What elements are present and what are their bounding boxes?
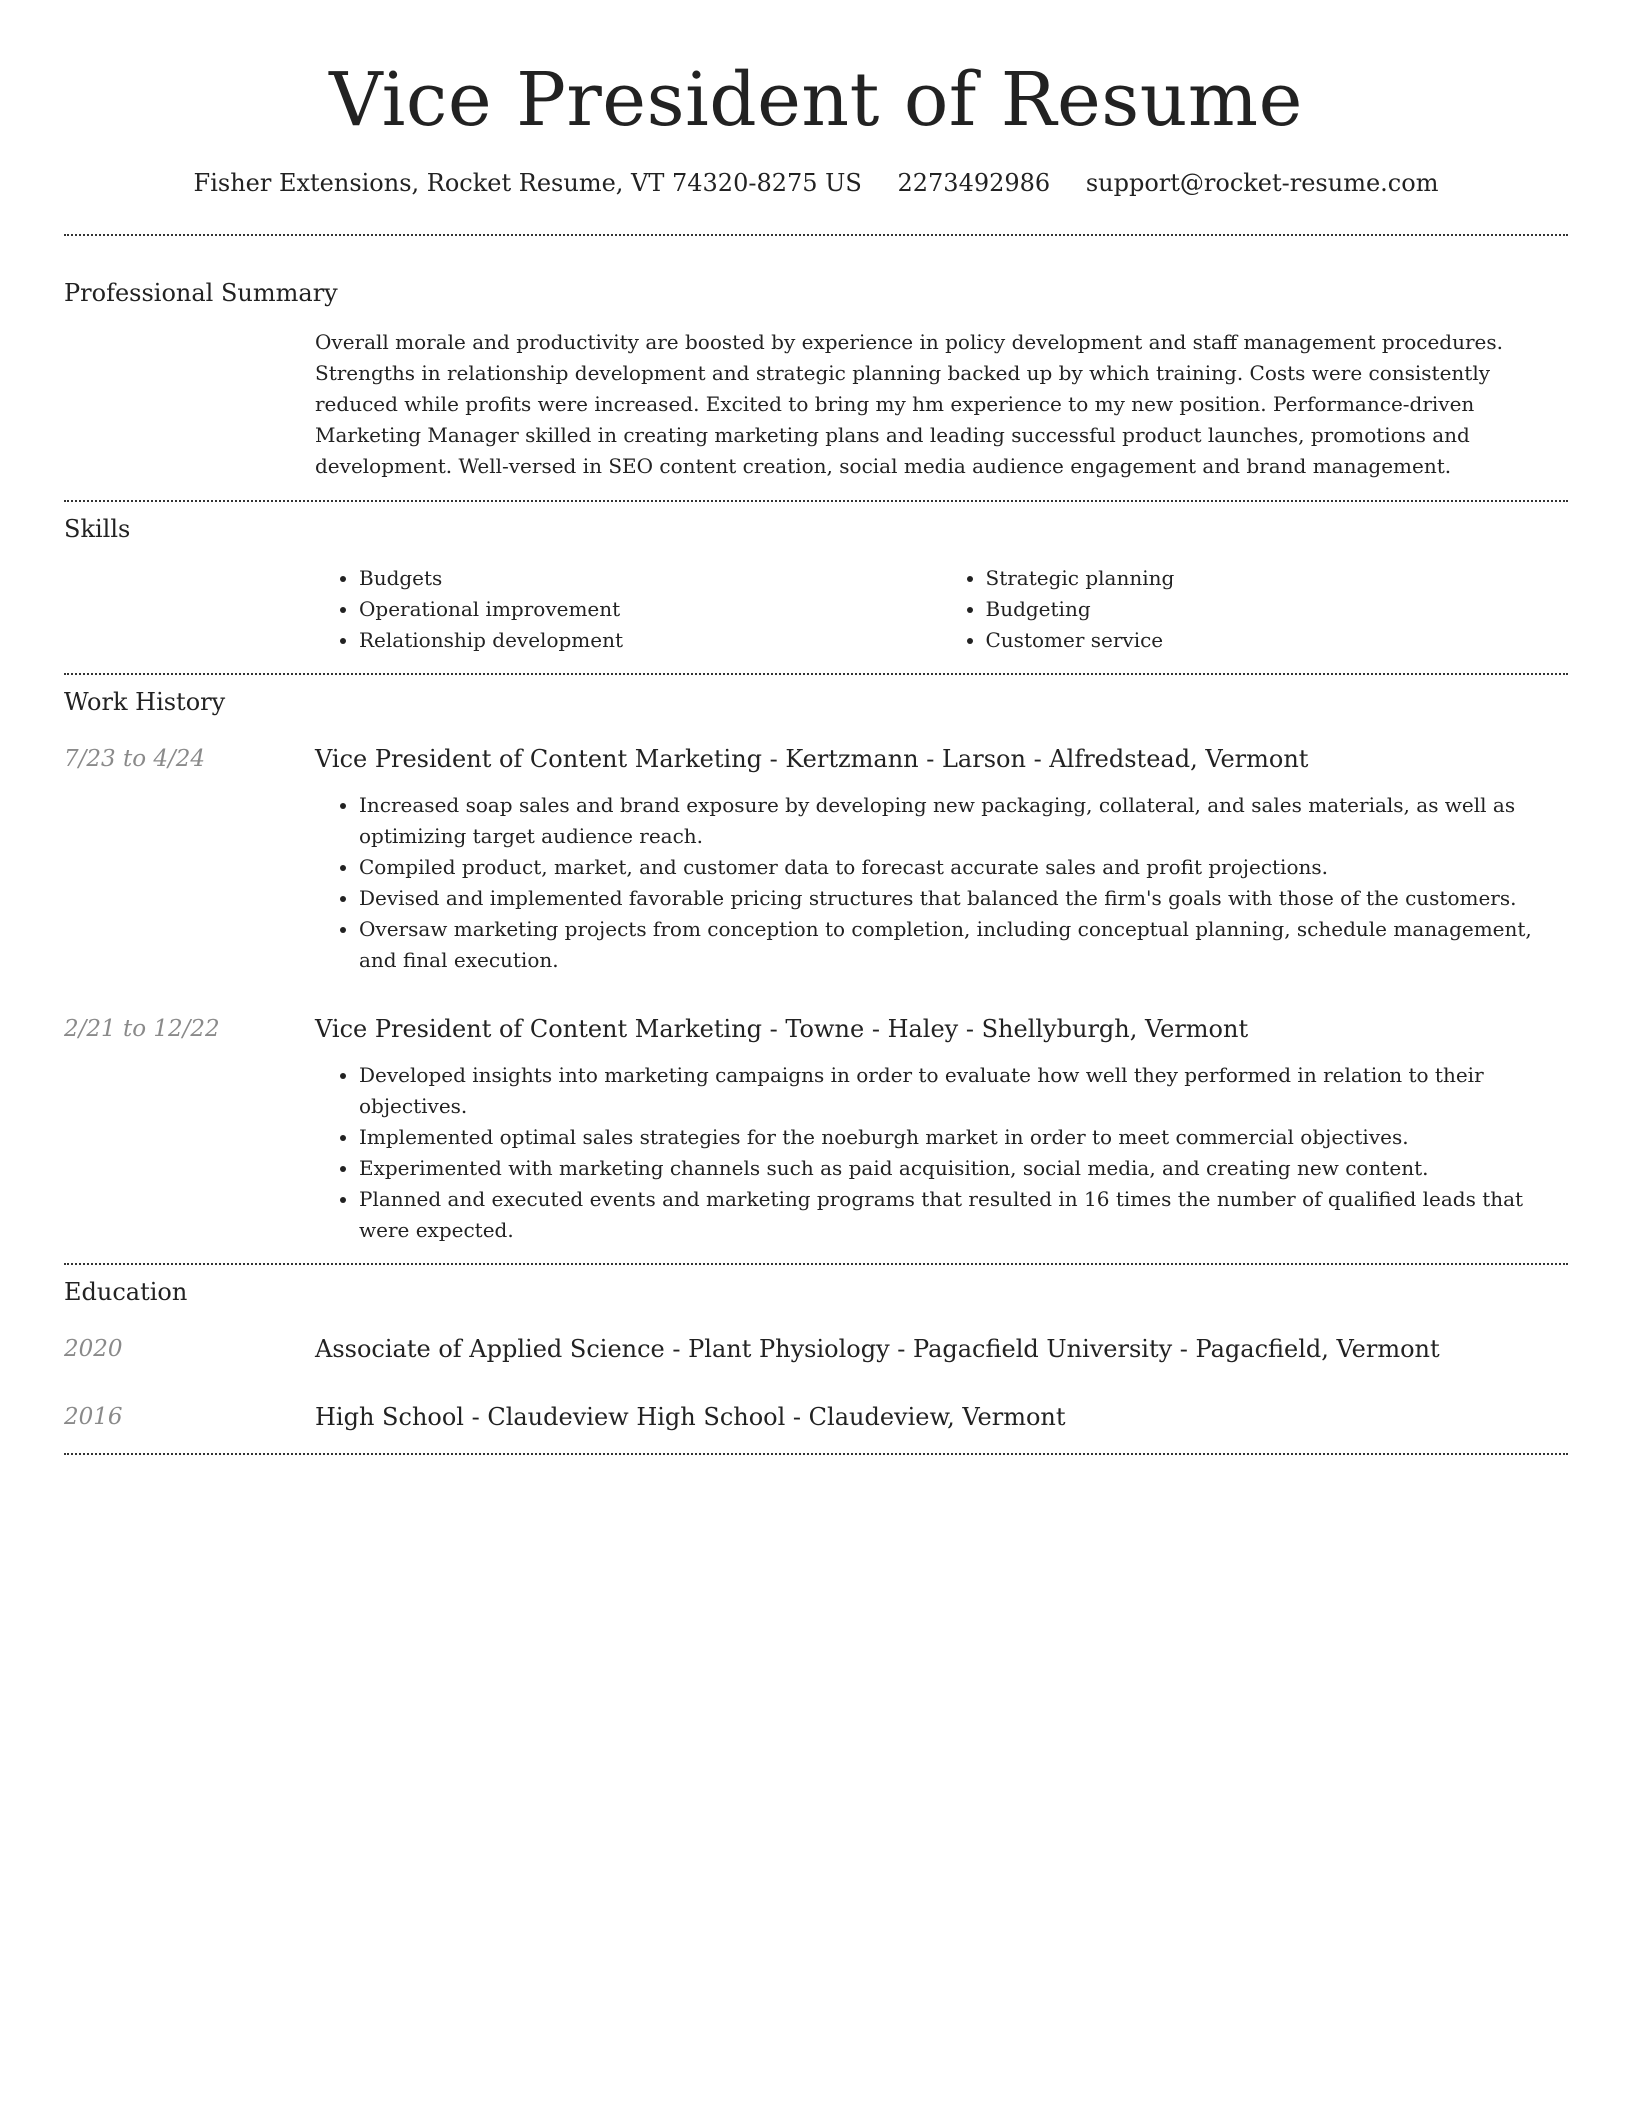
job-bullets [315,790,1568,976]
job-position: Vice President of Content Marketing [315,745,763,773]
job-position: Vice President of Content Marketing [315,1015,763,1043]
job-bullet: • Increased soap sales and brand exposure by developing new packaging, collateral, and sales materials, as well as optimizing target audience reach. [359,790,1568,852]
skill-item: • Relationship development [359,625,942,656]
skill-item: • Strategic planning [986,563,1569,594]
contact-address: Fisher Extensions, Rocket Resume, VT 74320-8275 US [193,169,862,197]
education-year: 2016 [64,1404,123,1430]
education-school: - Pagacfield University - Pagacfield, Vermont [889,1335,1440,1363]
summary-section [64,276,1568,482]
job-entry [64,1012,1568,1246]
job-title [315,1012,1568,1046]
work-history-section [64,685,1568,1246]
job-entry [64,742,1568,976]
education-degree: Associate of Applied Science - Plant Physiology [315,1335,890,1363]
job-bullet: • Compiled product, market, and customer data to forecast accurate sales and profit projections. [359,852,1568,883]
skills-list [315,563,1568,656]
job-employer: - Towne - Haley - Shellyburgh, Vermont [762,1015,1249,1043]
skill-item: • Operational improvement [359,594,942,625]
resume-name: Vice President of Resume [329,57,1303,143]
divider [64,673,1568,675]
resume-page [64,0,1568,1455]
skill-item: • Budgeting [986,594,1569,625]
divider [64,1263,1568,1265]
summary-heading: Professional Summary [64,279,338,307]
contact-phone: 2273492986 [897,169,1051,197]
contact-line [64,166,1568,200]
education-school: - Claudeview High School - Claudeview, Vermont [463,1403,1066,1431]
education-title [315,1332,1568,1366]
job-bullet: • Devised and implemented favorable pricing structures that balanced the firm's goals with those of the customers. [359,883,1568,914]
skill-item: • Customer service [986,625,1569,656]
education-entry [64,1400,1568,1434]
work-history-heading: Work History [64,688,226,716]
divider [64,234,1568,236]
skills-section [64,512,1568,656]
education-section [64,1275,1568,1434]
skill-item: • Budgets [359,563,942,594]
summary-text: Overall morale and productivity are boosted by experience in policy development and staff management procedures. Strengths in relationship development and strategic planning backed up by which training. Costs were consistently reduced while profits were increased. Excited to bring my hm experience to my new position. Performance-driven Marketing Manager skilled in creating marketing plans and leading successful product launches, promotions and development. Well-versed in SEO content creation, social media audience engagement and brand management. [315,330,1503,478]
education-title [315,1400,1568,1434]
divider [64,1453,1568,1455]
job-bullet: • Oversaw marketing projects from conception to completion, including conceptual planning, schedule management, and final execution. [359,914,1568,976]
job-bullet: • Experimented with marketing channels such as paid acquisition, social media, and creating new content. [359,1153,1568,1184]
job-title [315,742,1568,776]
job-dates: 7/23 to 4/24 [64,746,206,772]
job-dates: 2/21 to 12/22 [64,1016,220,1042]
skills-column-2 [942,563,1569,656]
job-bullet: • Planned and executed events and marketing programs that resulted in 16 times the number of qualified leads that were expected. [359,1184,1568,1246]
contact-email: support@rocket-resume.com [1085,169,1439,197]
job-employer: - Kertzmann - Larson - Alfredstead, Vermont [762,745,1309,773]
divider [64,500,1568,502]
job-bullet: • Implemented optimal sales strategies for the noeburgh market in order to meet commercial objectives. [359,1122,1568,1153]
job-bullets [315,1060,1568,1246]
job-bullet: • Developed insights into marketing campaigns in order to evaluate how well they performed in relation to their objectives. [359,1060,1568,1122]
education-heading: Education [64,1278,188,1306]
skills-heading: Skills [64,515,131,543]
education-degree: High School [315,1403,464,1431]
skills-column-1 [315,563,942,656]
education-year: 2020 [64,1336,123,1362]
education-entry [64,1332,1568,1366]
